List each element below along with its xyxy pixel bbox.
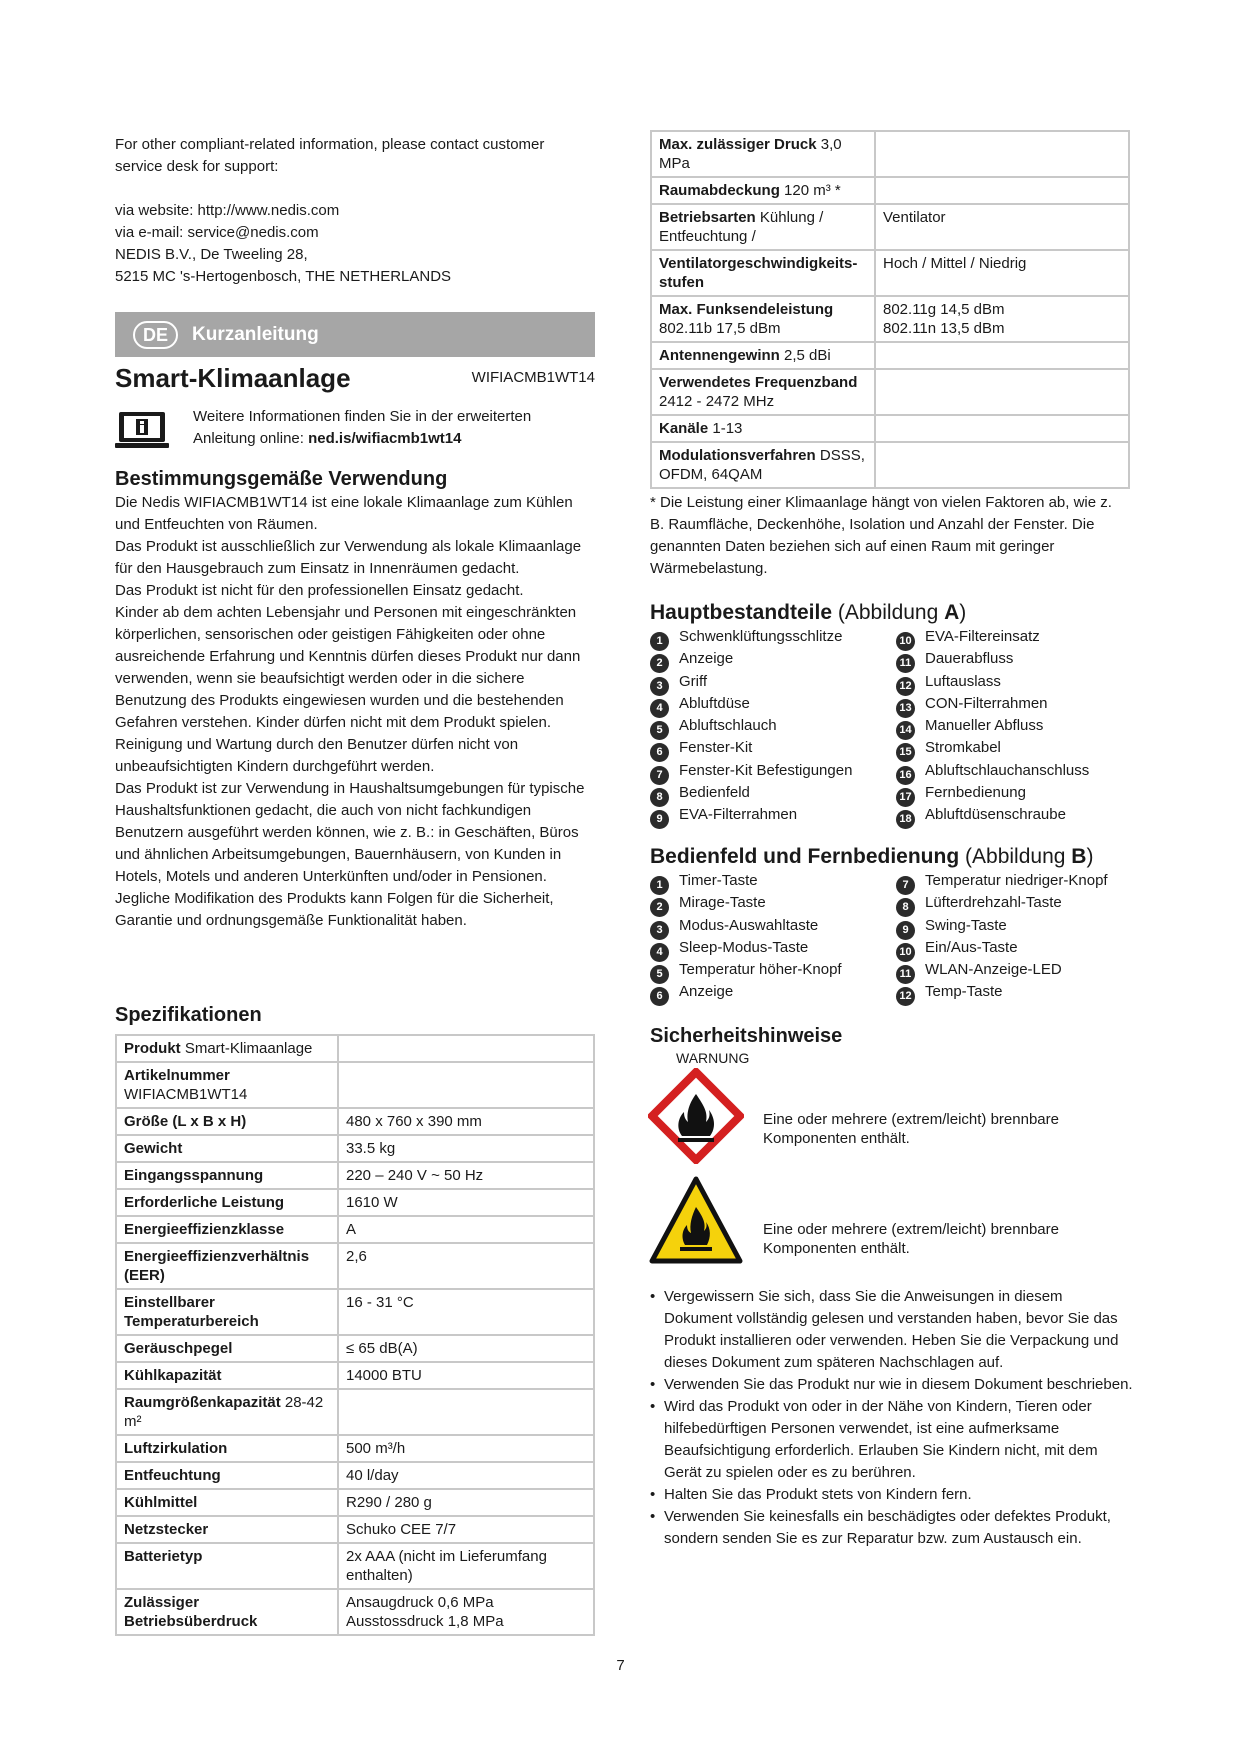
spec-key-cell (116, 1162, 338, 1189)
info-text: Weitere Informationen finden Sie in der erweiterten Anleitung online: (193, 408, 532, 447)
item-number-badge: 17 (896, 788, 915, 807)
item-label: Griff (679, 672, 708, 690)
item-label: Stromkabel (925, 739, 1001, 757)
control-panel-fig-close: ) (1086, 845, 1094, 868)
spec-key-cell (651, 415, 875, 442)
spec-row (116, 1108, 594, 1135)
spec-key-cell (116, 1362, 338, 1389)
safety-bullet: • Verwenden Sie keinesfalls ein beschädigtes oder defektes Produkt, sondern senden Sie es zur Reparatur bzw. zum Austausch ein. (650, 1506, 1135, 1550)
item-number-badge: 4 (650, 943, 669, 962)
list-item (650, 937, 896, 959)
spec-key-cell (116, 1035, 338, 1062)
item-number-badge: 2 (650, 898, 669, 917)
spec-key-cell (116, 1062, 338, 1108)
spec-key: Verwendetes Frequenzband (659, 374, 858, 391)
spec-key: Max. Funksendeleistung (659, 301, 834, 318)
contact-company: NEDIS B.V., De Tweeling 28, (115, 246, 308, 263)
main-parts-title: Hauptbestandteile (650, 601, 833, 624)
spec-value: 2x AAA (nicht im Lieferumfang enthalten) (338, 1543, 594, 1589)
spec-value (338, 1389, 594, 1435)
spec-row (116, 1162, 594, 1189)
spec-key: Raumgrößenkapazität (124, 1394, 281, 1411)
main-parts-heading (650, 600, 1140, 626)
list-item (650, 981, 896, 1003)
list-item (896, 693, 1136, 715)
item-label: Fenster-Kit (679, 739, 753, 757)
safety-bullet: • Wird das Produkt von oder in der Nähe von Kindern, Tieren oder hilfebedürftigen Personen verwendet, ist eine aufmerksame Beaufsichtigung erforderlich. Erlauben Sie Kindern nicht, mit dem Gerät zu spielen oder es zu berühren. (650, 1396, 1135, 1484)
item-label: WLAN-Anzeige-LED (925, 961, 1062, 979)
item-number-badge: 2 (650, 654, 669, 673)
item-label: Lüfterdrehzahl-Taste (925, 894, 1062, 912)
item-label: EVA-Filterrahmen (679, 806, 798, 824)
online-info (115, 406, 595, 457)
item-label: Abluftschlauch (679, 717, 777, 735)
contact-website: via website: http://www.nedis.com (115, 202, 340, 219)
item-label: Anzeige (679, 983, 734, 1001)
spec-key-cell (651, 177, 875, 204)
list-item (650, 693, 896, 715)
spec-key-cell (651, 369, 875, 415)
spec-value: Hoch / Mittel / Niedrig (875, 250, 1129, 296)
item-number-badge: 8 (650, 788, 669, 807)
spec-row (651, 204, 1129, 250)
control-panel-fig: B (1071, 845, 1087, 868)
item-label: EVA-Filtereinsatz (925, 628, 1040, 645)
specs-footnote: * Die Leistung einer Klimaanlage hängt von vielen Faktoren ab, wie z. B. Raumfläche, Deckenhöhe, Isolation und Anzahl der Fenster. Die genannten Daten beziehen sich auf einen Raum mit geringer Wärmebelastung. (650, 494, 1112, 577)
spec-key: Größe (L x B x H) (124, 1113, 247, 1130)
intended-use-paragraph: Das Produkt ist ausschließlich zur Verwendung als lokale Klimaanlage für den Hausgebrauch zum Einsatz in Innenräumen gedacht. (115, 538, 582, 577)
safety-bullet: • Vergewissern Sie sich, dass Sie die Anweisungen in diesem Dokument vollständig gelesen und verstanden haben, bevor Sie das Produkt installieren oder verwenden. Heben Sie die Verpackung und dieses Dokument zum späteren Nachschlagen auf. (650, 1286, 1135, 1374)
item-number-badge: 14 (896, 721, 915, 740)
item-number-badge: 6 (650, 987, 669, 1006)
flammable-warning-icon (648, 1175, 748, 1275)
spec-inline-value: 802.11b 17,5 dBm (659, 320, 781, 337)
list-item (650, 892, 896, 914)
item-label: Sleep-Modus-Taste (679, 938, 809, 956)
item-label: Fernbedienung (925, 784, 1026, 802)
spec-row (651, 296, 1129, 342)
item-number-badge: 1 (650, 632, 669, 651)
spec-row (651, 131, 1129, 177)
main-parts-list (650, 626, 1140, 827)
spec-key-cell (651, 342, 875, 369)
item-number-badge: 12 (896, 677, 915, 696)
spec-key: Einstellbarer Temperaturbereich (124, 1294, 259, 1330)
spec-row (651, 442, 1129, 488)
intended-use-heading: Bestimmungsgemäße Verwendung (115, 468, 448, 490)
spec-key: Luftzirkulation (124, 1440, 228, 1457)
item-number-badge: 11 (896, 965, 915, 984)
item-number-badge: 13 (896, 699, 915, 718)
spec-key: Gewicht (124, 1140, 183, 1157)
spec-row (116, 1135, 594, 1162)
intended-use-section (115, 466, 595, 932)
spec-row (116, 1389, 594, 1435)
contact-address: 5215 MC 's-Hertogenbosch, THE NETHERLANDS (115, 268, 452, 285)
control-panel-fig-prefix: (Abbildung (965, 845, 1072, 868)
spec-value: 500 m³/h (338, 1435, 594, 1462)
control-panel-heading (650, 844, 1140, 870)
spec-row (651, 250, 1129, 296)
contact-intro: For other compliant-related information, please contact customer service desk for support: (115, 136, 545, 175)
spec-key: Energieeffizienzklasse (124, 1221, 285, 1238)
page-number: 7 (616, 1657, 625, 1674)
item-number-badge: 7 (650, 766, 669, 785)
list-item (896, 870, 1136, 892)
spec-row (116, 1062, 594, 1108)
product-header (115, 360, 595, 396)
item-label: Temperatur höher-Knopf (679, 961, 842, 979)
product-title: Smart-Klimaanlage (115, 363, 351, 393)
spec-key-cell (116, 1243, 338, 1289)
spec-row (116, 1489, 594, 1516)
spec-key-cell (116, 1462, 338, 1489)
spec-key: Zulässiger Betriebsüberdruck (124, 1594, 258, 1630)
item-label: Mirage-Taste (679, 894, 766, 912)
spec-key-cell (116, 1135, 338, 1162)
spec-inline-value: WIFIACMB1WT14 (124, 1086, 248, 1103)
section-banner (115, 312, 595, 357)
item-number-badge: 7 (896, 876, 915, 895)
spec-key-cell (651, 250, 875, 296)
item-label: Luftauslass (925, 672, 1001, 690)
spec-key: Raumabdeckung (659, 182, 780, 199)
item-label: Fenster-Kit Befestigungen (679, 761, 853, 779)
flammable-ghs-icon (648, 1068, 748, 1168)
spec-value (338, 1062, 594, 1108)
item-label: Abluftdüse (679, 694, 750, 712)
spec-key: Max. zulässiger Druck (659, 136, 817, 153)
item-number-badge: 9 (896, 921, 915, 940)
item-label: Ein/Aus-Taste (925, 938, 1018, 956)
list-item (896, 959, 1136, 981)
item-number-badge: 6 (650, 743, 669, 762)
spec-value: ≤ 65 dB(A) (338, 1335, 594, 1362)
list-item (650, 870, 896, 892)
spec-value (875, 177, 1129, 204)
spec-row (116, 1589, 594, 1635)
spec-row (116, 1516, 594, 1543)
spec-inline-value: DSSS, OFDM, 64QAM (659, 447, 865, 483)
control-panel-section (650, 844, 1140, 1004)
list-item (650, 915, 896, 937)
spec-inline-value: Kühlung / Entfeuchtung / (659, 209, 824, 245)
spec-value: 2,6 (338, 1243, 594, 1289)
safety-heading: Sicherheitshinweise (650, 1025, 843, 1047)
list-item (896, 892, 1136, 914)
list-item (650, 737, 896, 759)
item-number-badge: 8 (896, 898, 915, 917)
spec-key: Produkt (124, 1040, 181, 1057)
spec-key: Energieeffizienzverhältnis (EER) (124, 1248, 310, 1284)
spec-key-cell (116, 1289, 338, 1335)
spec-row (651, 342, 1129, 369)
list-item (896, 760, 1136, 782)
spec-key: Geräuschpegel (124, 1340, 233, 1357)
spec-value: 220 – 240 V ~ 50 Hz (338, 1162, 594, 1189)
spec-key: Kühlmittel (124, 1494, 198, 1511)
spec-value: 802.11g 14,5 dBm 802.11n 13,5 dBm (875, 296, 1129, 342)
spec-key-cell (116, 1543, 338, 1589)
spec-key: Antennengewinn (659, 347, 780, 364)
item-number-badge: 11 (896, 654, 915, 673)
list-item (896, 937, 1136, 959)
main-parts-fig-close: ) (959, 601, 967, 624)
spec-key-cell (116, 1516, 338, 1543)
spec-key-cell (116, 1216, 338, 1243)
spec-value: Ansaugdruck 0,6 MPa Ausstossdruck 1,8 MPa (338, 1589, 594, 1635)
spec-key: Kühlkapazität (124, 1367, 222, 1384)
list-item (650, 648, 896, 670)
spec-value: 480 x 760 x 390 mm (338, 1108, 594, 1135)
intended-use-paragraph: Das Produkt ist zur Verwendung in Haushaltsumgebungen für typische Haushaltsfunktionen gedacht, die auch von nicht fachkundigen Benutzern ausgeführt werden können, wie z. B.: in Geschäften, Büros und ähnlichen Arbeitsumgebungen, Bauernhäusern, von Kunden in Hotels, Motels und anderen Unterkünften und/oder in Pensionen. (115, 780, 585, 885)
specs-table (115, 1034, 595, 1636)
spec-key-cell (116, 1108, 338, 1135)
item-label: Abluftdüsenschraube (925, 806, 1066, 824)
list-item (650, 715, 896, 737)
intended-use-paragraph: Jegliche Modifikation des Produkts kann Folgen für die Sicherheit, Garantie und ordnungsgemäße Funktionalität haben. (115, 890, 554, 929)
spec-inline-value: 3,0 MPa (659, 136, 842, 172)
item-number-badge: 16 (896, 766, 915, 785)
spec-value: 1610 W (338, 1189, 594, 1216)
spec-key: Batterietyp (124, 1548, 203, 1565)
spec-row (116, 1189, 594, 1216)
item-label: Modus-Auswahltaste (679, 916, 819, 934)
item-label: CON-Filterrahmen (925, 694, 1048, 712)
item-number-badge: 5 (650, 965, 669, 984)
list-item (896, 737, 1136, 759)
laptop-info-icon (115, 410, 171, 457)
list-item (896, 715, 1136, 737)
spec-key: Entfeuchtung (124, 1467, 221, 1484)
specs-heading: Spezifikationen (115, 1004, 262, 1026)
spec-inline-value: 28-42 m² (124, 1394, 324, 1430)
spec-key-cell (651, 296, 875, 342)
spec-key-cell (116, 1435, 338, 1462)
warning-label: WARNUNG (676, 1050, 750, 1066)
spec-value: 14000 BTU (338, 1362, 594, 1389)
list-item (650, 782, 896, 804)
spec-value: 33.5 kg (338, 1135, 594, 1162)
spec-key-cell (651, 204, 875, 250)
item-number-badge: 4 (650, 699, 669, 718)
item-number-badge: 3 (650, 677, 669, 696)
spec-key-cell (116, 1389, 338, 1435)
item-number-badge: 5 (650, 721, 669, 740)
contact-email: via e-mail: service@nedis.com (115, 224, 319, 241)
item-label: Timer-Taste (679, 872, 758, 889)
main-parts-fig: A (944, 601, 960, 624)
spec-key-cell (116, 1489, 338, 1516)
spec-value (875, 131, 1129, 177)
main-parts-fig-prefix: (Abbildung (837, 601, 945, 624)
spec-value: A (338, 1216, 594, 1243)
spec-value (875, 342, 1129, 369)
spec-value: 40 l/day (338, 1462, 594, 1489)
specs-continued (650, 130, 1130, 489)
safety-bullet: • Verwenden Sie das Produkt nur wie in diesem Dokument beschrieben. (650, 1374, 1135, 1396)
item-label: Swing-Taste (925, 916, 1007, 934)
spec-value: R290 / 280 g (338, 1489, 594, 1516)
spec-row (116, 1543, 594, 1589)
safety-bullet: • Halten Sie das Produkt stets von Kindern fern. (650, 1484, 1135, 1506)
spec-key-cell (651, 442, 875, 488)
hazard-text-2: Eine oder mehrere (extrem/leicht) brennbare Komponenten enthält. (763, 1221, 1059, 1257)
spec-row (116, 1462, 594, 1489)
language-badge: DE (133, 321, 178, 349)
list-item (650, 959, 896, 981)
product-model: WIFIACMB1WT14 (471, 369, 595, 386)
list-item (896, 915, 1136, 937)
spec-key-cell (116, 1589, 338, 1635)
specs-table-continued (650, 130, 1130, 489)
spec-key: Modulationsverfahren (659, 447, 816, 464)
spec-key: Artikelnummer (124, 1067, 230, 1084)
list-item (896, 626, 1136, 648)
spec-inline-value: Smart-Klimaanlage (184, 1040, 313, 1057)
spec-row (116, 1435, 594, 1462)
list-item (896, 671, 1136, 693)
spec-row (116, 1362, 594, 1389)
spec-inline-value: 2,5 dBi (784, 347, 831, 364)
item-label: Schwenklüftungsschlitze (679, 628, 843, 645)
item-number-badge: 12 (896, 987, 915, 1006)
item-label: Manueller Abfluss (925, 717, 1044, 735)
spec-value: Schuko CEE 7/7 (338, 1516, 594, 1543)
banner-title: Kurzanleitung (192, 323, 319, 345)
control-panel-list (650, 870, 1140, 1004)
spec-inline-value: 2412 - 2472 MHz (659, 393, 775, 410)
intended-use-paragraph: Das Produkt ist nicht für den professionellen Einsatz gedacht. (115, 582, 524, 599)
spec-key-cell (651, 131, 875, 177)
spec-row (116, 1243, 594, 1289)
list-item (896, 648, 1136, 670)
specs-section (115, 1002, 595, 1636)
list-item (896, 782, 1136, 804)
item-label: Anzeige (679, 650, 734, 668)
item-number-badge: 18 (896, 810, 915, 829)
spec-value (338, 1035, 594, 1062)
item-number-badge: 1 (650, 876, 669, 895)
spec-value (875, 415, 1129, 442)
spec-key-cell (116, 1335, 338, 1362)
safety-section (650, 1023, 1130, 1067)
spec-key: Erforderliche Leistung (124, 1194, 285, 1211)
main-parts-section (650, 600, 1140, 827)
hazard-text-1: Eine oder mehrere (extrem/leicht) brennbare Komponenten enthält. (763, 1111, 1059, 1147)
spec-inline-value: 120 m³ * (784, 182, 841, 199)
list-item (650, 626, 896, 648)
spec-value (875, 369, 1129, 415)
item-number-badge: 10 (896, 632, 915, 651)
item-label: Temp-Taste (925, 983, 1003, 1001)
control-panel-title: Bedienfeld und Fernbedienung (650, 845, 960, 868)
intended-use-paragraph: Kinder ab dem achten Lebensjahr und Personen mit eingeschränkten körperlichen, sensorischen oder geistigen Fähigkeiten oder ohne ausreichende Erfahrung und Kenntnis dürfen dieses Produkt nur dann verwenden, wenn sie beaufsichtigt werden oder in die sichere Benutzung des Produkts eingewiesen wurden und die bestehenden Gefahren verstehen. Kinder dürfen nicht mit dem Produkt spielen. Reinigung und Wartung durch den Benutzer dürfen nicht von unbeaufsichtigten Kindern durchgeführt werden. (115, 604, 581, 775)
item-number-badge: 3 (650, 921, 669, 940)
spec-key: Eingangsspannung (124, 1167, 264, 1184)
safety-bullets (650, 1286, 1135, 1550)
spec-value (875, 442, 1129, 488)
list-item (650, 804, 896, 826)
item-label: Dauerabfluss (925, 650, 1014, 668)
spec-row (116, 1335, 594, 1362)
list-item (896, 804, 1136, 826)
list-item (650, 760, 896, 782)
intended-use-paragraph: Die Nedis WIFIACMB1WT14 ist eine lokale Klimaanlage zum Kühlen und Entfeuchten von Räumen. (115, 494, 573, 533)
list-item (650, 671, 896, 693)
spec-key: Betriebsarten (659, 209, 756, 226)
spec-key: Netzstecker (124, 1521, 209, 1538)
spec-row (116, 1216, 594, 1243)
item-number-badge: 15 (896, 743, 915, 762)
spec-value: 16 - 31 °C (338, 1289, 594, 1335)
spec-row (651, 177, 1129, 204)
spec-row (651, 369, 1129, 415)
spec-key: Ventilatorgeschwindigkeits-stufen (659, 255, 858, 291)
info-link[interactable]: ned.is/wifiacmb1wt14 (308, 430, 462, 447)
spec-key-cell (116, 1189, 338, 1216)
item-number-badge: 10 (896, 943, 915, 962)
item-label: Abluftschlauchanschluss (925, 761, 1090, 779)
info-text-line (193, 406, 583, 457)
list-item (896, 981, 1136, 1003)
spec-row (116, 1289, 594, 1335)
contact-block (115, 134, 595, 288)
spec-value: Ventilator (875, 204, 1129, 250)
item-label: Bedienfeld (679, 784, 750, 802)
spec-row (116, 1035, 594, 1062)
spec-key: Kanäle (659, 420, 709, 437)
item-label: Temperatur niedriger-Knopf (925, 872, 1108, 889)
spec-row (651, 415, 1129, 442)
spec-inline-value: 1-13 (712, 420, 743, 437)
item-number-badge: 9 (650, 810, 669, 829)
